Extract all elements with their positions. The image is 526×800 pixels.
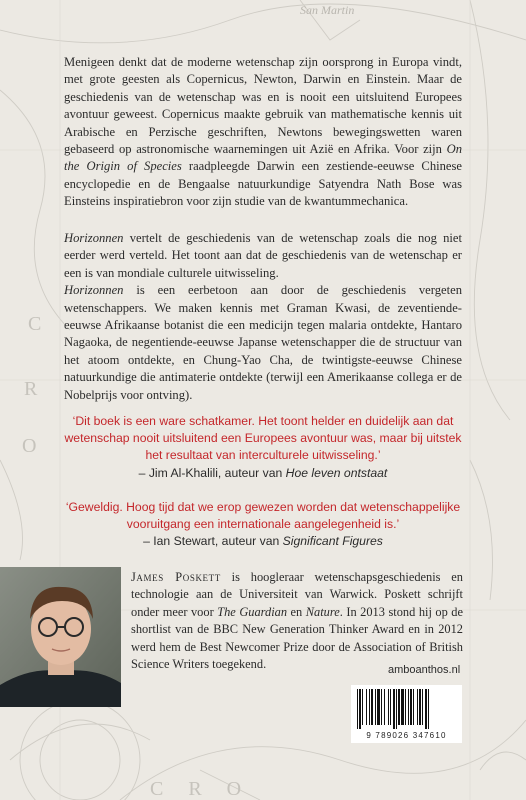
quote-text: ‘Geweldig. Hoog tijd dat we erop gewezen worden dat wetenschappelijke vooruitgang een internationale aangelegenheid is.’: [65, 500, 461, 532]
publication-2: Nature: [305, 604, 340, 619]
barcode-number: 9 789026 347610: [366, 731, 447, 740]
attribution-title: Significant Figures: [282, 534, 383, 549]
intro-text-2: raadpleegde Darwin een zestiende-eeuwse Chinese encyclopedie en de Bengaalse natuurkundige Satyendra Nath Bose was Einsteins inspiratiebron voor zijn studie van de kwantummechanica.: [64, 159, 462, 209]
bio-text-3: . In 2013 stond hij op de shortlist van de BBC New Generation Thinker Award en in 2012 werd hem de Best Newcomer Prize door de Association of British Science Writers toegekend.: [131, 604, 463, 672]
attribution-prefix: – Ian Stewart, auteur van: [143, 534, 283, 549]
middle-paragraph-2: [64, 282, 462, 404]
barcode-bar: [357, 689, 358, 729]
barcode-bar: [408, 689, 409, 725]
barcode-bar: [419, 689, 421, 725]
map-letter-2: R: [24, 378, 38, 400]
barcode-bar: [384, 689, 385, 725]
quote-text: ‘Dit boek is een ware schatkamer. Het toont helder en duidelijk aan dat wetenschap nooit uitsluitend een Europees avontuur was, maar bij uitstek het resultaat van interculturele uitwisseling.’: [64, 414, 462, 463]
barcode-bar: [390, 689, 391, 725]
middle-paragraphs: [64, 230, 462, 404]
attribution-prefix: – Jim Al-Khalili, auteur van: [138, 465, 286, 480]
barcode-bar: [417, 689, 418, 725]
barcode-bar: [366, 689, 367, 725]
barcode: [351, 685, 462, 743]
map-label-top: San Martin: [300, 3, 355, 17]
review-quote-1: [58, 413, 468, 482]
map-letter-1: C: [28, 313, 42, 335]
book-title-italic: Horizonnen: [64, 231, 124, 245]
barcode-bar: [422, 689, 423, 725]
barcode-bar: [371, 689, 373, 725]
book-title-italic: Horizonnen: [64, 283, 124, 298]
barcode-bar: [405, 689, 406, 725]
middle-paragraph-1: [64, 230, 462, 282]
intro-paragraph: [64, 54, 462, 211]
review-quote-2: [58, 499, 468, 551]
bio-text-1: is hoogleraar wetenschapsgeschiedenis en technologie aan de Universiteit van Warwick. Poskett schrijft onder meer voor: [131, 570, 463, 619]
barcode-bars: [357, 689, 456, 729]
map-letter-3: O: [22, 435, 37, 457]
attribution-title: Hoe leven ontstaat: [285, 465, 388, 480]
intro-title-italic: On the Origin of Species: [64, 142, 462, 174]
barcode-bar: [401, 689, 404, 725]
barcode-bar: [381, 689, 382, 725]
barcode-bar: [396, 689, 397, 729]
author-name: James Poskett: [131, 570, 221, 584]
barcode-bar: [425, 689, 427, 729]
bio-text-2: en: [287, 604, 306, 619]
quote-attribution: [58, 533, 468, 550]
barcode-bar: [362, 689, 363, 725]
barcode-bar: [398, 689, 400, 725]
barcode-bar: [413, 689, 414, 725]
map-label-bottom: C R O: [150, 778, 252, 800]
author-photo: [0, 567, 121, 707]
publication-1: The Guardian: [217, 604, 288, 619]
quote-attribution: [58, 465, 468, 482]
publisher-website: amboanthos.nl: [388, 664, 461, 676]
barcode-bar: [359, 689, 361, 729]
barcode-bar: [369, 689, 370, 725]
barcode-bar: [388, 689, 389, 725]
author-bio: [131, 569, 463, 673]
barcode-bar: [377, 689, 380, 725]
barcode-bar: [410, 689, 412, 725]
barcode-bar: [393, 689, 395, 729]
middle-text-2: is een eerbetoon aan door de geschiedenis vergeten wetenschappers. We maken kennis met Graman Kwasi, de zeventiende-eeuwse Afrikaanse botanist die een medicijn tegen malaria ontdekte, Hantaro Nagaoka, de negentiende-eeuwse Japanse wetenschapper die de structuur van het atoom ontdekte, en Chung-Yao Cha, de twintigste-eeuwse Chinese natuurkundige die antimaterie ontdekte (terwijl een Amerikaanse collega er de Nobelprijs voor ontving).: [64, 283, 462, 402]
barcode-bar: [428, 689, 429, 729]
middle-text-1: vertelt de geschiedenis van de wetenschap zoals die nog niet eerder werd verteld. Het toont aan dat de geschiedenis van de wetenschap er een is van mondiale culturele uitwisseling.: [64, 231, 462, 280]
intro-text-1: Menigeen denkt dat de moderne wetenschap zijn oorsprong in Europa vindt, met grote geesten als Copernicus, Newton, Darwin en Einstein. Maar de geschiedenis van de wetenschap was en is nooit een uitsluitend Europees avontuur geweest. Copernicus maakte gebruik van mathematische kennis uit Arabische en Perzische geschriften, Newtons bewegingswetten waren gebaseerd op astronomische waarnemingen uit Azië en Afrika. Voor zijn: [64, 55, 462, 157]
barcode-bar: [375, 689, 376, 725]
